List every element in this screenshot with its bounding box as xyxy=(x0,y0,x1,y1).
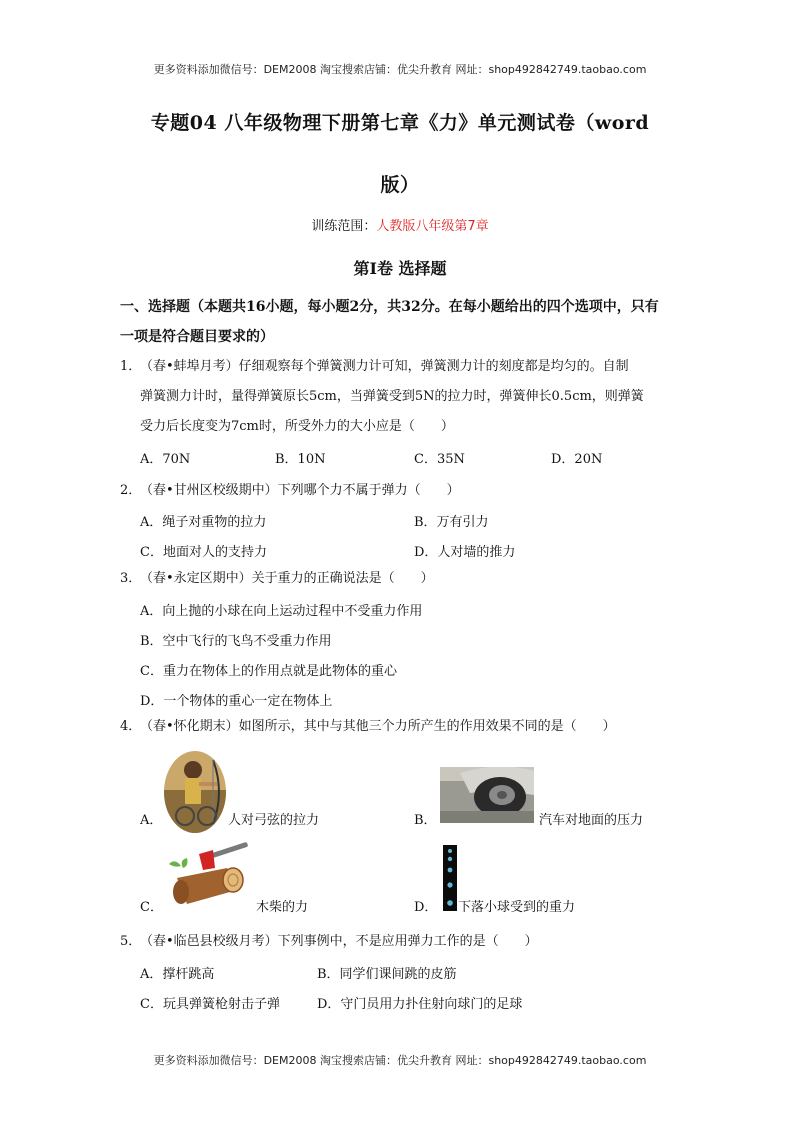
question-5 xyxy=(120,927,680,957)
training-range xyxy=(0,215,800,234)
q4-option-a-text: 人对弓弦的拉力 xyxy=(228,813,320,828)
volume-title: 第Ⅰ卷 选择题 xyxy=(353,259,447,278)
q5-option-a: A．撑杆跳高 xyxy=(140,967,215,982)
archer-image xyxy=(163,750,227,834)
q4-option-d-text: 下落小球受到的重力 xyxy=(458,900,576,915)
question-1-number: 1． xyxy=(120,359,142,374)
doc-title-line2: 版） xyxy=(380,174,420,196)
question-4 xyxy=(120,712,680,742)
q1-option-d: D．20N xyxy=(551,452,603,467)
range-value: 人教版八年级第7章 xyxy=(376,219,489,234)
q4-option-b-text: 汽车对地面的压力 xyxy=(539,813,644,828)
question-1-line1 xyxy=(120,352,680,382)
q2-option-d: D．人对墙的推力 xyxy=(414,545,516,560)
question-2-number: 2． xyxy=(120,483,142,498)
question-1-line2: 弹簧测力计时，量得弹簧原长5cm，当弹簧受到5N的拉力时，弹簧伸长0.5cm，则弹簧 xyxy=(140,389,644,404)
question-5-text: （春•临邑县校级月考）下列事例中，不是应用弹力工作的是（ ） xyxy=(140,934,538,949)
axe-log-image xyxy=(163,838,255,910)
question-2-text: （春•甘州区校级期中）下列哪个力不属于弹力（ ） xyxy=(140,483,460,498)
q4-option-d-letter: D． xyxy=(414,900,438,915)
q4-option-c-text: 木柴的力 xyxy=(256,900,309,915)
question-1-line3: 受力后长度变为7cm时，所受外力的大小应是（ ） xyxy=(140,419,454,434)
range-label: 训练范围： xyxy=(311,219,377,234)
q1-option-c: C．35N xyxy=(414,452,465,467)
question-5-number: 5． xyxy=(120,934,142,949)
q2-option-c: C．地面对人的支持力 xyxy=(140,545,267,560)
q4-option-b-letter: B． xyxy=(414,813,437,828)
q2-option-a: A．绳子对重物的拉力 xyxy=(140,515,267,530)
question-1-text: （春•蚌埠月考）仔细观察每个弹簧测力计可知，弹簧测力计的刻度都是均匀的。自制 xyxy=(140,359,629,374)
car-tire-image xyxy=(440,767,534,823)
q3-option-b: B．空中飞行的飞鸟不受重力作用 xyxy=(140,634,332,649)
q5-option-d: D．守门员用力扑住射向球门的足球 xyxy=(317,997,523,1012)
q5-option-b: B．同学们课间跳的皮筋 xyxy=(317,967,457,982)
q2-option-b: B．万有引力 xyxy=(414,515,489,530)
page-footer: 更多资料添加微信号：DEM2008 淘宝搜索店铺：优尖升教育 网址：shop492842749.taobao.com xyxy=(153,1054,647,1067)
q3-option-d: D．一个物体的重心一定在物体上 xyxy=(140,694,333,709)
question-2 xyxy=(120,476,680,506)
question-3-number: 3． xyxy=(120,571,142,586)
section-heading-line1: 一、选择题（本题共16小题，每小题2分，共32分。在每小题给出的四个选项中，只有 xyxy=(120,299,659,315)
q4-option-c-letter: C． xyxy=(140,900,163,915)
q4-option-a-letter: A． xyxy=(140,813,163,828)
section-heading-line2: 一项是符合题目要求的） xyxy=(120,329,274,345)
falling-ball-image xyxy=(443,845,457,911)
question-4-text: （春•怀化期末）如图所示，其中与其他三个力所产生的作用效果不同的是（ ） xyxy=(140,719,616,734)
q1-option-b: B．10N xyxy=(275,452,326,467)
q3-option-a: A．向上抛的小球在向上运动过程中不受重力作用 xyxy=(140,604,423,619)
doc-title-line1: 专题04 八年级物理下册第七章《力》单元测试卷（word xyxy=(150,112,650,134)
q5-option-c: C．玩具弹簧枪射击子弹 xyxy=(140,997,280,1012)
page-header: 更多资料添加微信号：DEM2008 淘宝搜索店铺：优尖升教育 网址：shop492842749.taobao.com xyxy=(153,63,647,76)
question-3 xyxy=(120,564,680,594)
question-3-text: （春•永定区期中）关于重力的正确说法是（ ） xyxy=(140,571,434,586)
q3-option-c: C．重力在物体上的作用点就是此物体的重心 xyxy=(140,664,397,679)
question-4-number: 4． xyxy=(120,719,142,734)
q1-option-a: A．70N xyxy=(140,452,191,467)
